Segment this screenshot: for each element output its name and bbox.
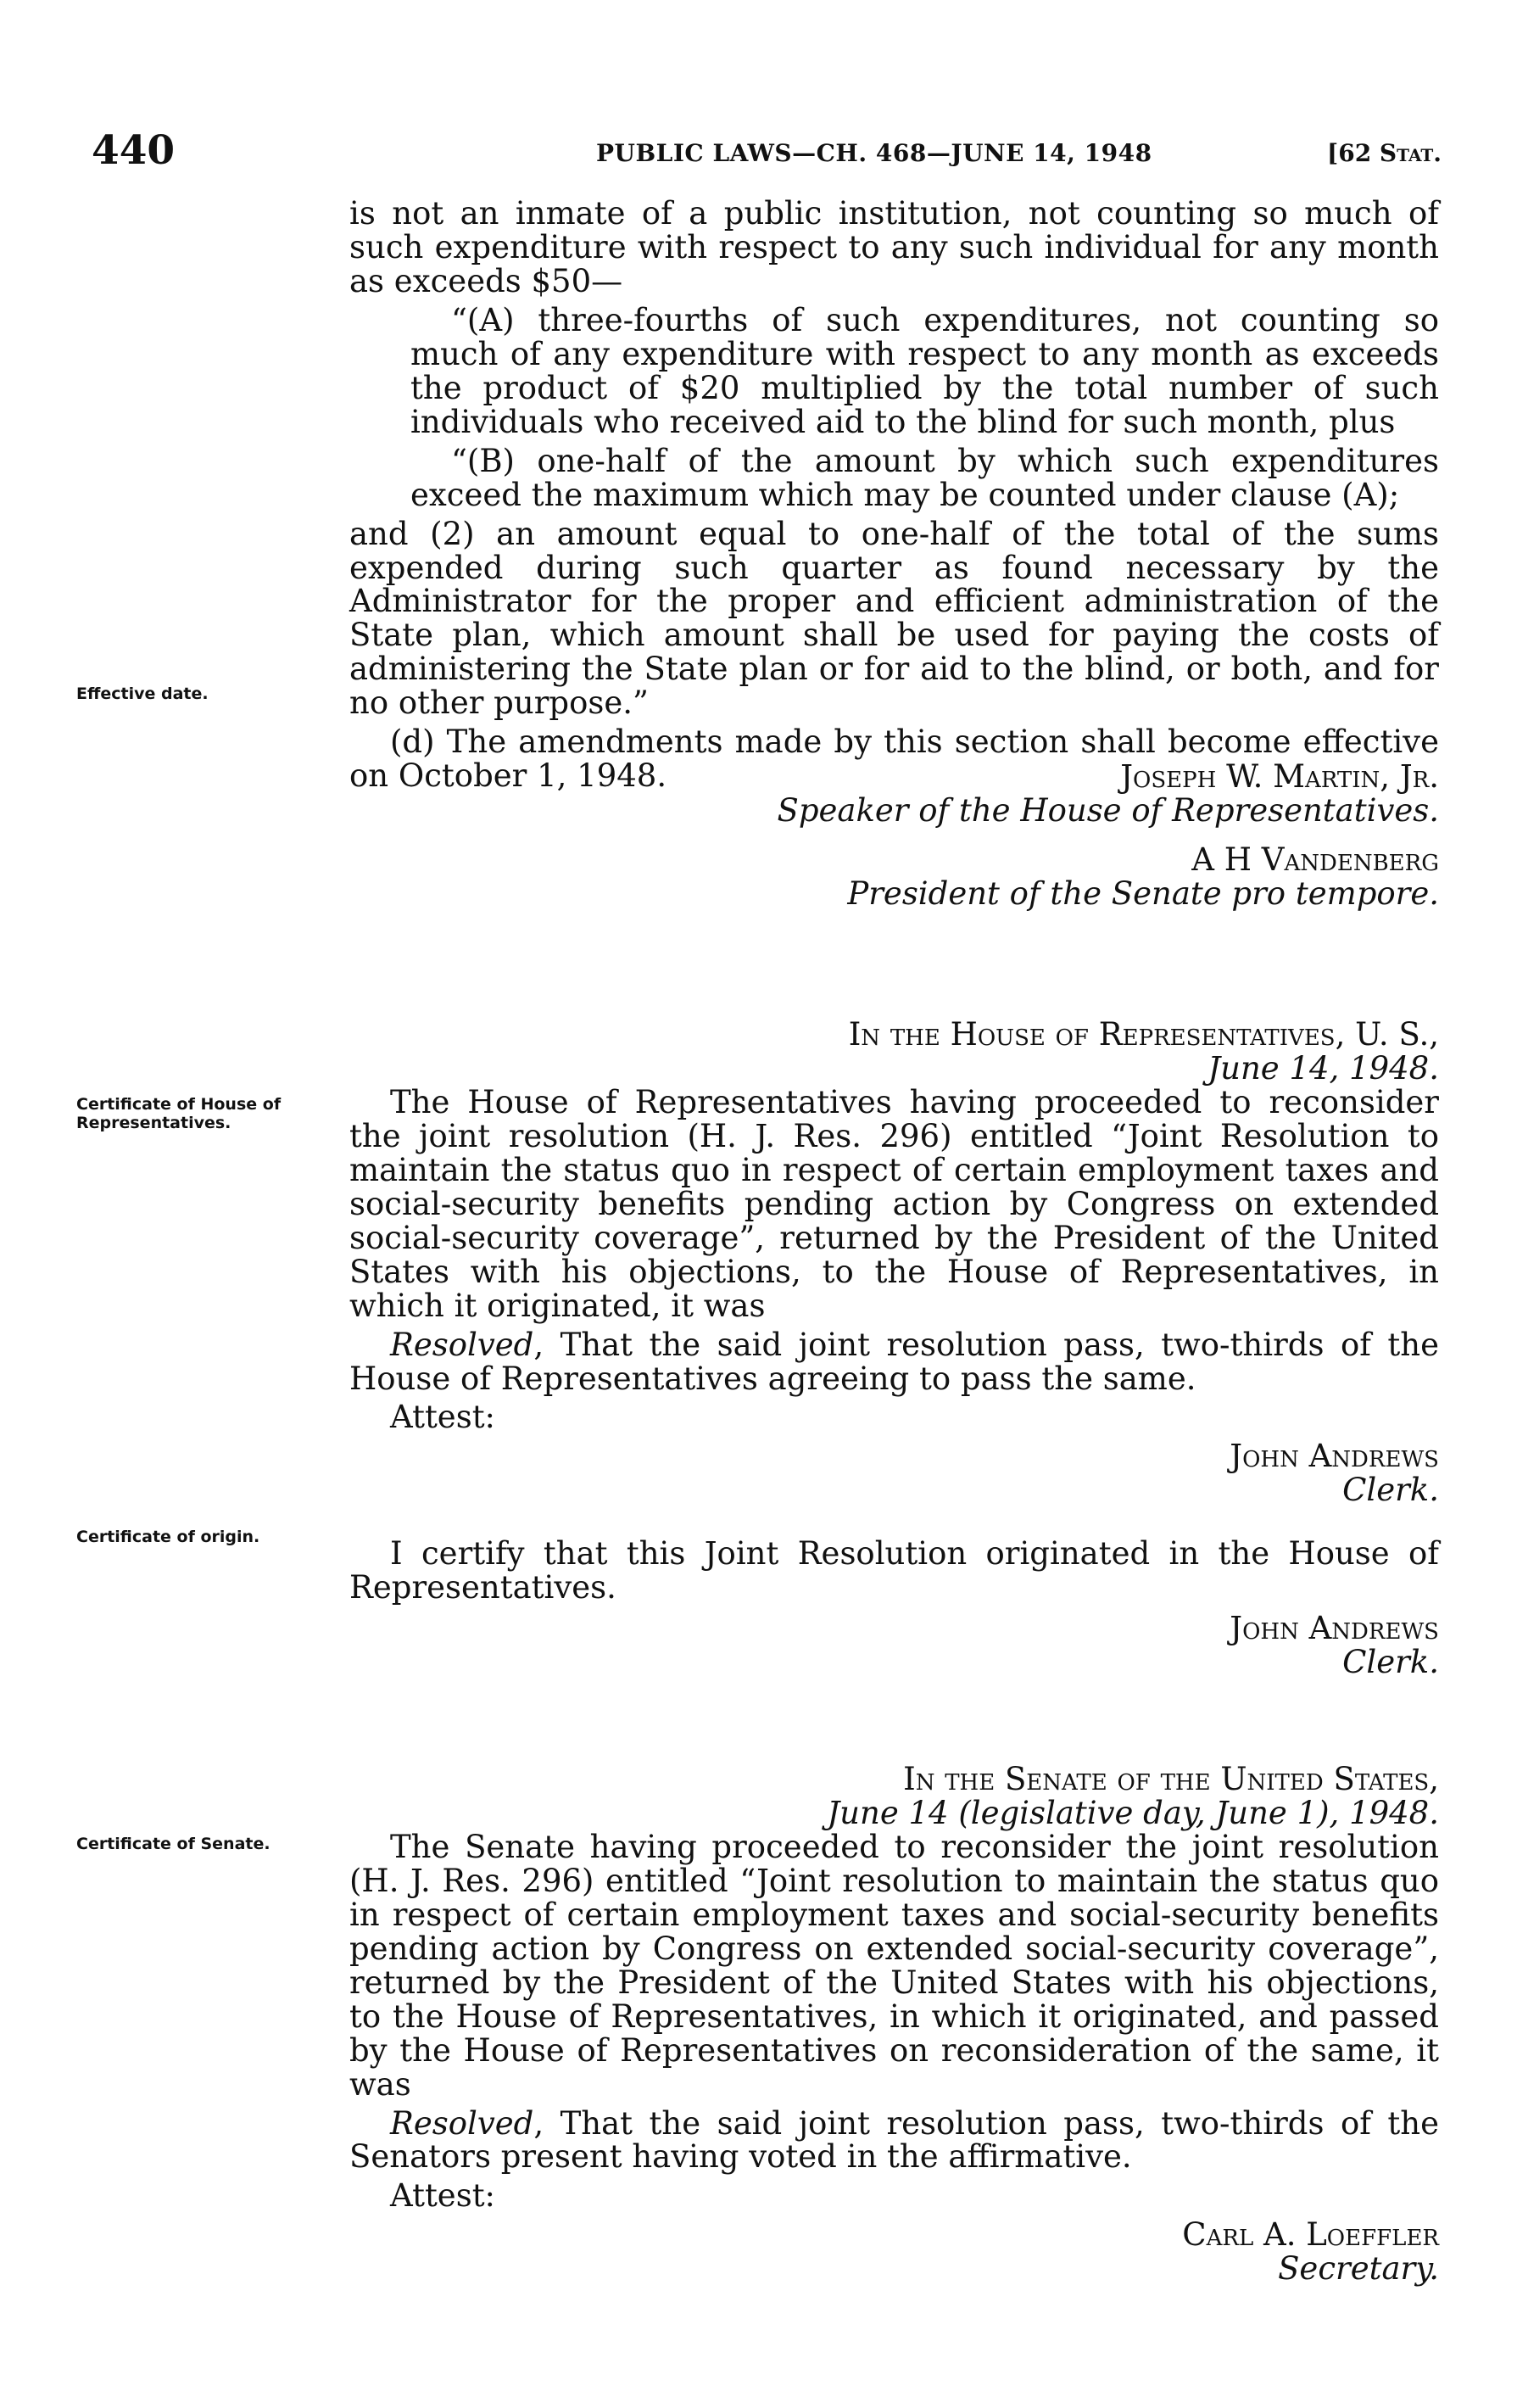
secretary-name: Carl A. Loeffler — [1182, 2216, 1439, 2254]
clause-a: “(A) three-fourths of such expenditures, not counting so much of any expenditure with respect to any month as exceeds the product of $20 multiplied by the total number of such individuals who received aid to the blind for such month, plus — [410, 301, 1439, 440]
speaker-title: Speaker of the House of Representatives. — [777, 791, 1439, 829]
margin-note-effective-date: Effective date. — [76, 684, 209, 703]
house-certificate — [349, 1018, 1439, 1507]
origin-clerk-title: Clerk. — [1342, 1643, 1439, 1680]
origin-certificate — [349, 1537, 1439, 1679]
house-certificate-body: The House of Representatives having proceeded to reconsider the joint resolution (H. J. Res. 296) entitled “Joint Resolution to maintain the status quo in respect of certain employment taxes and social-security benefits pending action by Congress on extended social-security coverage”, returned by the President of the United States with his objections, to the House of Representatives, in which it originated, it was — [349, 1083, 1439, 1324]
section-text — [349, 197, 1439, 798]
paragraph-2: and (2) an amount equal to one-half of the total of the sums expended during such quarter as found necessary by the Administrator for the proper and efficient administration of the State plan, which amount shall be used for paying the costs of administering the State plan or for aid to the blind, or both, and for no other purpose.” — [349, 515, 1439, 722]
house-resolved-text: , That the said joint resolution pass, two-thirds of the House of Representatives agreeing to pass the same. — [349, 1326, 1439, 1397]
senate-attest: Attest: — [390, 2177, 496, 2215]
house-clerk-name: John Andrews — [1230, 1438, 1439, 1475]
house-clerk-title: Clerk. — [1342, 1472, 1439, 1509]
page-number: 440 — [92, 127, 176, 174]
house-date: June 14, 1948. — [1207, 1049, 1439, 1087]
origin-certificate-body: I certify that this Joint Resolution originated in the House of Representatives. — [349, 1535, 1439, 1606]
page-header — [92, 127, 1442, 178]
secretary-title: Secretary. — [1278, 2250, 1439, 2288]
signature-block — [349, 760, 1439, 911]
statute-reference: [62 Stat. — [1326, 139, 1442, 167]
senate-certificate — [349, 1763, 1439, 2286]
effective-date-paragraph: (d) The amendments made by this section shall become effective on October 1, 1948. — [349, 724, 1439, 795]
origin-clerk-name: John Andrews — [1230, 1609, 1439, 1646]
senate-resolved — [349, 2104, 1439, 2176]
margin-note-senate-certificate: Certificate of Senate. — [76, 1835, 270, 1853]
senate-date: June 14 (legislative day, June 1), 1948. — [827, 1794, 1439, 1831]
senate-certificate-body: The Senate having proceeded to reconsider the joint resolution (H. J. Res. 296) entitled “Joint resolution to maintain the status quo in respect of certain employment taxes and social-security benefits pending action by Congress on extended social-security coverage”, returned by the President of the United States with his objections, to the House of Representatives, in which it originated, and passed by the House of Representatives on reconsideration of the same, it was — [349, 1828, 1439, 2103]
senate-resolved-word: Resolved — [390, 2104, 534, 2142]
senate-resolved-text: , That the said joint resolution pass, two-thirds of the Senators present having voted in the affirmative. — [349, 2104, 1439, 2176]
speaker-name: Joseph W. Martin, Jr. — [1120, 758, 1439, 795]
clause-b: “(B) one-half of the amount by which such expenditures exceed the maximum which may be counted under clause (A); — [410, 442, 1439, 513]
house-place: In the House of Representatives, U. S., — [848, 1016, 1439, 1053]
senate-place: In the Senate of the United States, — [903, 1761, 1439, 1797]
house-resolved — [349, 1328, 1439, 1396]
intro-paragraph: is not an inmate of a public institution, not counting so much of such expenditure with respect to any such individual for any month as exceeds $50— — [349, 195, 1439, 299]
president-name: A H Vandenberg — [1191, 841, 1439, 878]
house-attest: Attest: — [390, 1399, 496, 1436]
margin-note-house-certificate: Certificate of House of Representatives. — [76, 1095, 282, 1132]
running-title: PUBLIC LAWS—CH. 468—JUNE 14, 1948 — [596, 139, 1152, 167]
president-title: President of the Senate pro tempore. — [847, 874, 1439, 912]
margin-note-origin-certificate: Certificate of origin. — [76, 1528, 260, 1546]
house-resolved-word: Resolved — [390, 1326, 534, 1363]
